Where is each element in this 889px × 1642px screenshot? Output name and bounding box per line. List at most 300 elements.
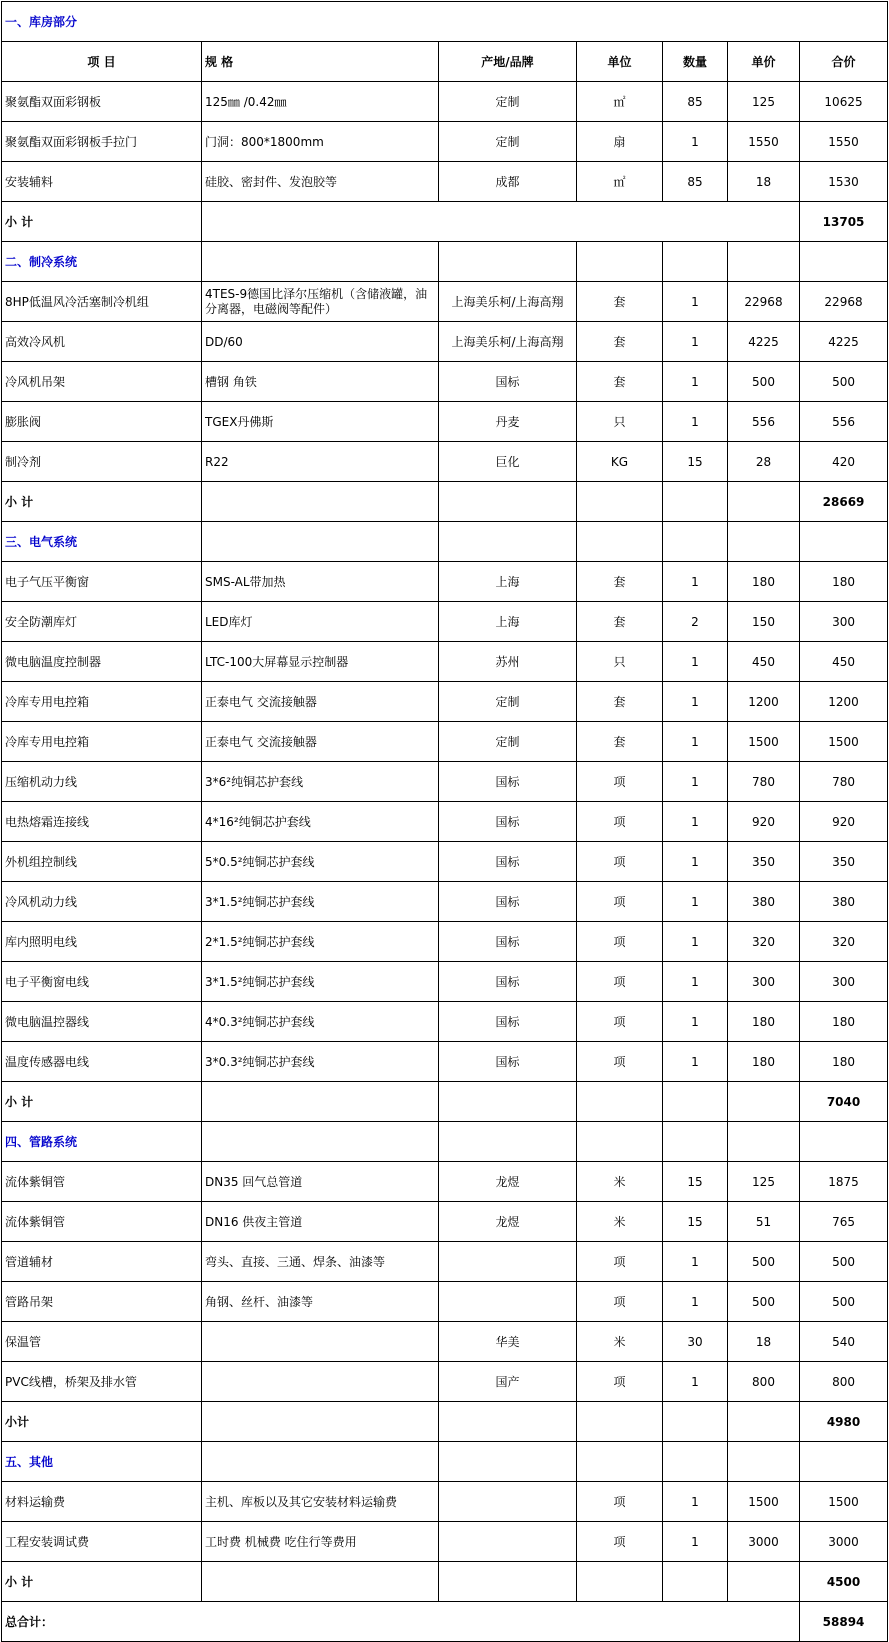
cell-price: 51: [728, 1202, 800, 1242]
empty-cell: [577, 1442, 663, 1482]
cell-unit: 套: [577, 322, 663, 362]
cell-price: 3000: [728, 1522, 800, 1562]
cell-unit: 项: [577, 762, 663, 802]
cell-unit: 套: [577, 362, 663, 402]
cell-unit: 套: [577, 682, 663, 722]
cell-total: 1875: [800, 1162, 888, 1202]
cell-spec: 槽钢 角铁: [202, 362, 439, 402]
empty-cell: [663, 522, 728, 562]
cell-qty: 1: [663, 1362, 728, 1402]
table-row: [2, 882, 888, 922]
cell-total: 765: [800, 1202, 888, 1242]
table-row: [2, 442, 888, 482]
cell-qty: 1: [663, 1282, 728, 1322]
cell-total: 500: [800, 1282, 888, 1322]
subtotal-value: 28669: [800, 482, 888, 522]
table-row: [2, 1362, 888, 1402]
subtotal-row: [2, 1562, 888, 1602]
cell-total: 3000: [800, 1522, 888, 1562]
subtotal-value: 7040: [800, 1082, 888, 1122]
cell-total: 1530: [800, 162, 888, 202]
empty-cell: [728, 1402, 800, 1442]
cell-spec: 工时费 机械费 吃住行等费用: [202, 1522, 439, 1562]
cell-qty: 1: [663, 722, 728, 762]
empty-cell: [439, 1402, 577, 1442]
cell-total: 920: [800, 802, 888, 842]
empty-cell: [728, 1442, 800, 1482]
cell-spec: 门洞：800*1800mm: [202, 122, 439, 162]
cell-item: 管道辅材: [2, 1242, 202, 1282]
cell-origin: [439, 1482, 577, 1522]
cell-item: 冷风机吊架: [2, 362, 202, 402]
empty-cell: [439, 1442, 577, 1482]
section-title-row: [2, 242, 888, 282]
table-row: [2, 802, 888, 842]
table-row: [2, 562, 888, 602]
cell-price: 180: [728, 1042, 800, 1082]
section-title-row: [2, 1442, 888, 1482]
cell-unit: ㎡: [577, 162, 663, 202]
header-origin: 产地/品牌: [439, 42, 577, 82]
cell-origin: 成都: [439, 162, 577, 202]
cell-qty: 85: [663, 162, 728, 202]
cell-price: 18: [728, 1322, 800, 1362]
cell-spec: 角钢、丝杆、油漆等: [202, 1282, 439, 1322]
cell-qty: 1: [663, 362, 728, 402]
cell-origin: 上海: [439, 562, 577, 602]
table-row: [2, 762, 888, 802]
cell-item: 8HP低温风冷活塞制冷机组: [2, 282, 202, 322]
cell-unit: 项: [577, 1282, 663, 1322]
cell-unit: 米: [577, 1162, 663, 1202]
empty-cell: [663, 1122, 728, 1162]
cell-qty: 1: [663, 1042, 728, 1082]
cell-qty: 1: [663, 922, 728, 962]
table-row: [2, 1282, 888, 1322]
cell-spec: 4TES-9德国比泽尔压缩机（含储液罐，油分离器，电磁阀等配件）: [202, 282, 439, 322]
cell-price: 800: [728, 1362, 800, 1402]
cell-total: 420: [800, 442, 888, 482]
empty-cell: [577, 1402, 663, 1442]
table-row: [2, 1162, 888, 1202]
cell-item: 安装辅料: [2, 162, 202, 202]
cell-item: 膨胀阀: [2, 402, 202, 442]
cell-price: 1500: [728, 722, 800, 762]
table-row: [2, 362, 888, 402]
cell-qty: 85: [663, 82, 728, 122]
empty-cell: [439, 522, 577, 562]
empty-cell: [800, 522, 888, 562]
cell-qty: 1: [663, 562, 728, 602]
table-row: [2, 602, 888, 642]
empty-cell: [800, 242, 888, 282]
section-title-row: [2, 1122, 888, 1162]
empty-cell: [202, 1402, 439, 1442]
section-title-s4: 四、管路系统: [2, 1122, 202, 1162]
cell-price: 1200: [728, 682, 800, 722]
cell-item: 外机组控制线: [2, 842, 202, 882]
cell-origin: 华美: [439, 1322, 577, 1362]
cell-total: 180: [800, 562, 888, 602]
cell-spec: 弯头、直接、三通、焊条、油漆等: [202, 1242, 439, 1282]
header-item: 项 目: [2, 42, 202, 82]
cell-origin: 丹麦: [439, 402, 577, 442]
cell-qty: 1: [663, 1242, 728, 1282]
subtotal-value: 13705: [800, 202, 888, 242]
cell-price: 450: [728, 642, 800, 682]
cell-price: 125: [728, 82, 800, 122]
empty-cell: [663, 482, 728, 522]
cell-spec: 3*0.3²纯铜芯护套线: [202, 1042, 439, 1082]
cell-item: 安全防潮库灯: [2, 602, 202, 642]
cell-unit: 米: [577, 1202, 663, 1242]
subtotal-label: 小 计: [2, 1562, 202, 1602]
table-row: [2, 1322, 888, 1362]
cell-item: 库内照明电线: [2, 922, 202, 962]
header-row: [2, 42, 888, 82]
cell-origin: 上海: [439, 602, 577, 642]
table-row: [2, 722, 888, 762]
cell-spec: 硅胶、密封件、发泡胶等: [202, 162, 439, 202]
empty-cell: [577, 1122, 663, 1162]
cell-item: PVC线槽，桥架及排水管: [2, 1362, 202, 1402]
empty-cell: [439, 1082, 577, 1122]
cell-qty: 1: [663, 682, 728, 722]
cell-item: 工程安装调试费: [2, 1522, 202, 1562]
cell-spec: 2*1.5²纯铜芯护套线: [202, 922, 439, 962]
cell-origin: 龙煜: [439, 1202, 577, 1242]
cell-price: 350: [728, 842, 800, 882]
cell-item: 材料运输费: [2, 1482, 202, 1522]
table-row: [2, 322, 888, 362]
cell-price: 500: [728, 1242, 800, 1282]
grand-total-row: [2, 1602, 888, 1642]
cell-spec: R22: [202, 442, 439, 482]
subtotal-row: [2, 1082, 888, 1122]
cell-item: 温度传感器电线: [2, 1042, 202, 1082]
cell-total: 10625: [800, 82, 888, 122]
cell-qty: 15: [663, 1202, 728, 1242]
cell-unit: 套: [577, 282, 663, 322]
cell-origin: 国标: [439, 962, 577, 1002]
cell-unit: 扇: [577, 122, 663, 162]
cell-price: 556: [728, 402, 800, 442]
cell-item: 保温管: [2, 1322, 202, 1362]
table-row: [2, 122, 888, 162]
cell-item: 冷库专用电控箱: [2, 722, 202, 762]
cell-origin: 上海美乐柯/上海高翔: [439, 322, 577, 362]
cell-total: 800: [800, 1362, 888, 1402]
empty-cell: [202, 1122, 439, 1162]
table-row: [2, 402, 888, 442]
cell-spec: 3*1.5²纯铜芯护套线: [202, 962, 439, 1002]
empty-cell: [577, 1562, 663, 1602]
empty-cell: [202, 1562, 439, 1602]
cell-price: 320: [728, 922, 800, 962]
section-title-row: [2, 522, 888, 562]
cell-origin: [439, 1282, 577, 1322]
empty-cell: [800, 1122, 888, 1162]
cell-item: 压缩机动力线: [2, 762, 202, 802]
cell-spec: [202, 1362, 439, 1402]
cell-unit: 项: [577, 962, 663, 1002]
cell-unit: 项: [577, 842, 663, 882]
cell-qty: 1: [663, 1482, 728, 1522]
cell-price: 300: [728, 962, 800, 1002]
cell-item: 冷风机动力线: [2, 882, 202, 922]
empty-cell: [663, 242, 728, 282]
cell-item: 高效冷风机: [2, 322, 202, 362]
cell-price: 180: [728, 562, 800, 602]
cell-price: 1550: [728, 122, 800, 162]
section-title-row: [2, 2, 888, 42]
cell-total: 180: [800, 1042, 888, 1082]
cell-item: 流体紫铜管: [2, 1202, 202, 1242]
cell-spec: [202, 1322, 439, 1362]
cell-origin: 定制: [439, 82, 577, 122]
cell-total: 500: [800, 362, 888, 402]
cell-item: 电热熔霜连接线: [2, 802, 202, 842]
cell-spec: 125㎜ /0.42㎜: [202, 82, 439, 122]
cell-qty: 1: [663, 1522, 728, 1562]
cell-price: 780: [728, 762, 800, 802]
cell-price: 18: [728, 162, 800, 202]
cell-qty: 30: [663, 1322, 728, 1362]
cell-qty: 1: [663, 962, 728, 1002]
cell-price: 4225: [728, 322, 800, 362]
cell-origin: 巨化: [439, 442, 577, 482]
cell-total: 180: [800, 1002, 888, 1042]
cell-total: 1500: [800, 1482, 888, 1522]
grand-total-label: 总合计：: [2, 1602, 800, 1642]
header-total: 合价: [800, 42, 888, 82]
empty-cell: [728, 1562, 800, 1602]
cell-item: 聚氨酯双面彩钢板: [2, 82, 202, 122]
cell-unit: 项: [577, 802, 663, 842]
subtotal-row: [2, 1402, 888, 1442]
cell-item: 流体紫铜管: [2, 1162, 202, 1202]
empty-cell: [202, 482, 439, 522]
empty-cell: [577, 522, 663, 562]
cell-origin: 国标: [439, 842, 577, 882]
cell-qty: 1: [663, 802, 728, 842]
cell-price: 380: [728, 882, 800, 922]
header-spec: 规 格: [202, 42, 439, 82]
cell-origin: [439, 1522, 577, 1562]
table-row: [2, 682, 888, 722]
table-row: [2, 642, 888, 682]
empty-cell: [439, 1562, 577, 1602]
cell-origin: 国产: [439, 1362, 577, 1402]
cell-spec: DD/60: [202, 322, 439, 362]
cell-total: 450: [800, 642, 888, 682]
cell-item: 微电脑温度控制器: [2, 642, 202, 682]
cell-spec: 主机、库板以及其它安装材料运输费: [202, 1482, 439, 1522]
empty-cell: [728, 1122, 800, 1162]
cell-total: 1550: [800, 122, 888, 162]
cell-spec: 5*0.5²纯铜芯护套线: [202, 842, 439, 882]
empty-cell: [728, 242, 800, 282]
cell-spec: DN16 供夜主管道: [202, 1202, 439, 1242]
cell-total: 350: [800, 842, 888, 882]
cell-item: 聚氨酯双面彩钢板手拉门: [2, 122, 202, 162]
cell-price: 22968: [728, 282, 800, 322]
cell-unit: 套: [577, 562, 663, 602]
empty-cell: [577, 242, 663, 282]
header-price: 单价: [728, 42, 800, 82]
cell-unit: 项: [577, 1042, 663, 1082]
empty-cell: [663, 1562, 728, 1602]
cell-qty: 1: [663, 882, 728, 922]
cell-item: 冷库专用电控箱: [2, 682, 202, 722]
cell-item: 制冷剂: [2, 442, 202, 482]
cell-origin: 国标: [439, 762, 577, 802]
quotation-body: [2, 2, 888, 1642]
empty-cell: [663, 1442, 728, 1482]
cell-total: 556: [800, 402, 888, 442]
table-row: [2, 1202, 888, 1242]
cell-spec: 3*6²纯铜芯护套线: [202, 762, 439, 802]
empty-cell: [663, 1402, 728, 1442]
cell-origin: 国标: [439, 362, 577, 402]
cell-unit: 只: [577, 402, 663, 442]
cell-spec: DN35 回气总管道: [202, 1162, 439, 1202]
cell-unit: 项: [577, 1362, 663, 1402]
cell-unit: 项: [577, 1002, 663, 1042]
cell-unit: 项: [577, 882, 663, 922]
cell-qty: 1: [663, 1002, 728, 1042]
grand-total-value: 58894: [800, 1602, 888, 1642]
header-qty: 数量: [663, 42, 728, 82]
section-title-s3: 三、电气系统: [2, 522, 202, 562]
cell-qty: 1: [663, 762, 728, 802]
empty-cell: [728, 1082, 800, 1122]
table-row: [2, 962, 888, 1002]
cell-total: 1500: [800, 722, 888, 762]
cell-origin: 国标: [439, 802, 577, 842]
section-title-s1: 一、库房部分: [2, 2, 888, 42]
header-unit: 单位: [577, 42, 663, 82]
table-row: [2, 842, 888, 882]
cell-origin: 国标: [439, 1002, 577, 1042]
cell-spec: 正泰电气 交流接触器: [202, 722, 439, 762]
cell-origin: 上海美乐柯/上海高翔: [439, 282, 577, 322]
cell-total: 22968: [800, 282, 888, 322]
cell-price: 500: [728, 1282, 800, 1322]
cell-price: 500: [728, 362, 800, 402]
cell-spec: 4*16²纯铜芯护套线: [202, 802, 439, 842]
cell-item: 管路吊架: [2, 1282, 202, 1322]
cell-spec: LED库灯: [202, 602, 439, 642]
table-row: [2, 1522, 888, 1562]
cell-unit: 项: [577, 1482, 663, 1522]
cell-spec: 正泰电气 交流接触器: [202, 682, 439, 722]
cell-unit: 项: [577, 1522, 663, 1562]
cell-origin: 国标: [439, 882, 577, 922]
cell-price: 1500: [728, 1482, 800, 1522]
cell-unit: 套: [577, 602, 663, 642]
cell-origin: 国标: [439, 922, 577, 962]
empty-cell: [728, 482, 800, 522]
cell-qty: 1: [663, 282, 728, 322]
quotation-table: [1, 1, 888, 1642]
cell-origin: 定制: [439, 122, 577, 162]
empty-cell: [800, 1442, 888, 1482]
cell-qty: 1: [663, 122, 728, 162]
cell-unit: 只: [577, 642, 663, 682]
cell-unit: 项: [577, 1242, 663, 1282]
subtotal-label: 小 计: [2, 202, 202, 242]
section-title-s5: 五、其他: [2, 1442, 202, 1482]
cell-qty: 15: [663, 442, 728, 482]
empty-cell: [202, 1082, 439, 1122]
empty-cell: [663, 1082, 728, 1122]
cell-spec: TGEX丹佛斯: [202, 402, 439, 442]
empty-cell: [202, 242, 439, 282]
table-row: [2, 1002, 888, 1042]
cell-item: 电子平衡窗电线: [2, 962, 202, 1002]
cell-total: 320: [800, 922, 888, 962]
cell-total: 780: [800, 762, 888, 802]
cell-total: 540: [800, 1322, 888, 1362]
table-row: [2, 1242, 888, 1282]
cell-origin: 定制: [439, 682, 577, 722]
section-title-s2: 二、制冷系统: [2, 242, 202, 282]
cell-qty: 1: [663, 402, 728, 442]
cell-origin: 龙煜: [439, 1162, 577, 1202]
cell-price: 180: [728, 1002, 800, 1042]
cell-price: 28: [728, 442, 800, 482]
cell-item: 微电脑温控器线: [2, 1002, 202, 1042]
empty-cell: [202, 1442, 439, 1482]
cell-origin: [439, 1242, 577, 1282]
cell-origin: 定制: [439, 722, 577, 762]
subtotal-label: 小 计: [2, 482, 202, 522]
cell-total: 300: [800, 962, 888, 1002]
cell-spec: SMS-AL带加热: [202, 562, 439, 602]
cell-item: 电子气压平衡窗: [2, 562, 202, 602]
table-row: [2, 282, 888, 322]
table-row: [2, 1482, 888, 1522]
cell-spec: LTC-100大屏幕显示控制器: [202, 642, 439, 682]
empty-cell: [577, 1082, 663, 1122]
cell-unit: 项: [577, 922, 663, 962]
table-row: [2, 922, 888, 962]
subtotal-row: [2, 482, 888, 522]
empty-cell: [202, 522, 439, 562]
empty-cell: [439, 242, 577, 282]
subtotal-value: 4500: [800, 1562, 888, 1602]
empty-cell: [439, 482, 577, 522]
cell-qty: 1: [663, 322, 728, 362]
cell-unit: 米: [577, 1322, 663, 1362]
subtotal-value: 4980: [800, 1402, 888, 1442]
empty-cell: [439, 1122, 577, 1162]
cell-spec: 3*1.5²纯铜芯护套线: [202, 882, 439, 922]
subtotal-label: 小 计: [2, 1082, 202, 1122]
cell-total: 500: [800, 1242, 888, 1282]
subtotal-row: [2, 202, 888, 242]
cell-unit: ㎡: [577, 82, 663, 122]
empty-cell: [202, 202, 800, 242]
cell-origin: 国标: [439, 1042, 577, 1082]
cell-qty: 15: [663, 1162, 728, 1202]
empty-cell: [728, 522, 800, 562]
cell-qty: 2: [663, 602, 728, 642]
cell-total: 1200: [800, 682, 888, 722]
table-row: [2, 162, 888, 202]
cell-spec: 4*0.3²纯铜芯护套线: [202, 1002, 439, 1042]
